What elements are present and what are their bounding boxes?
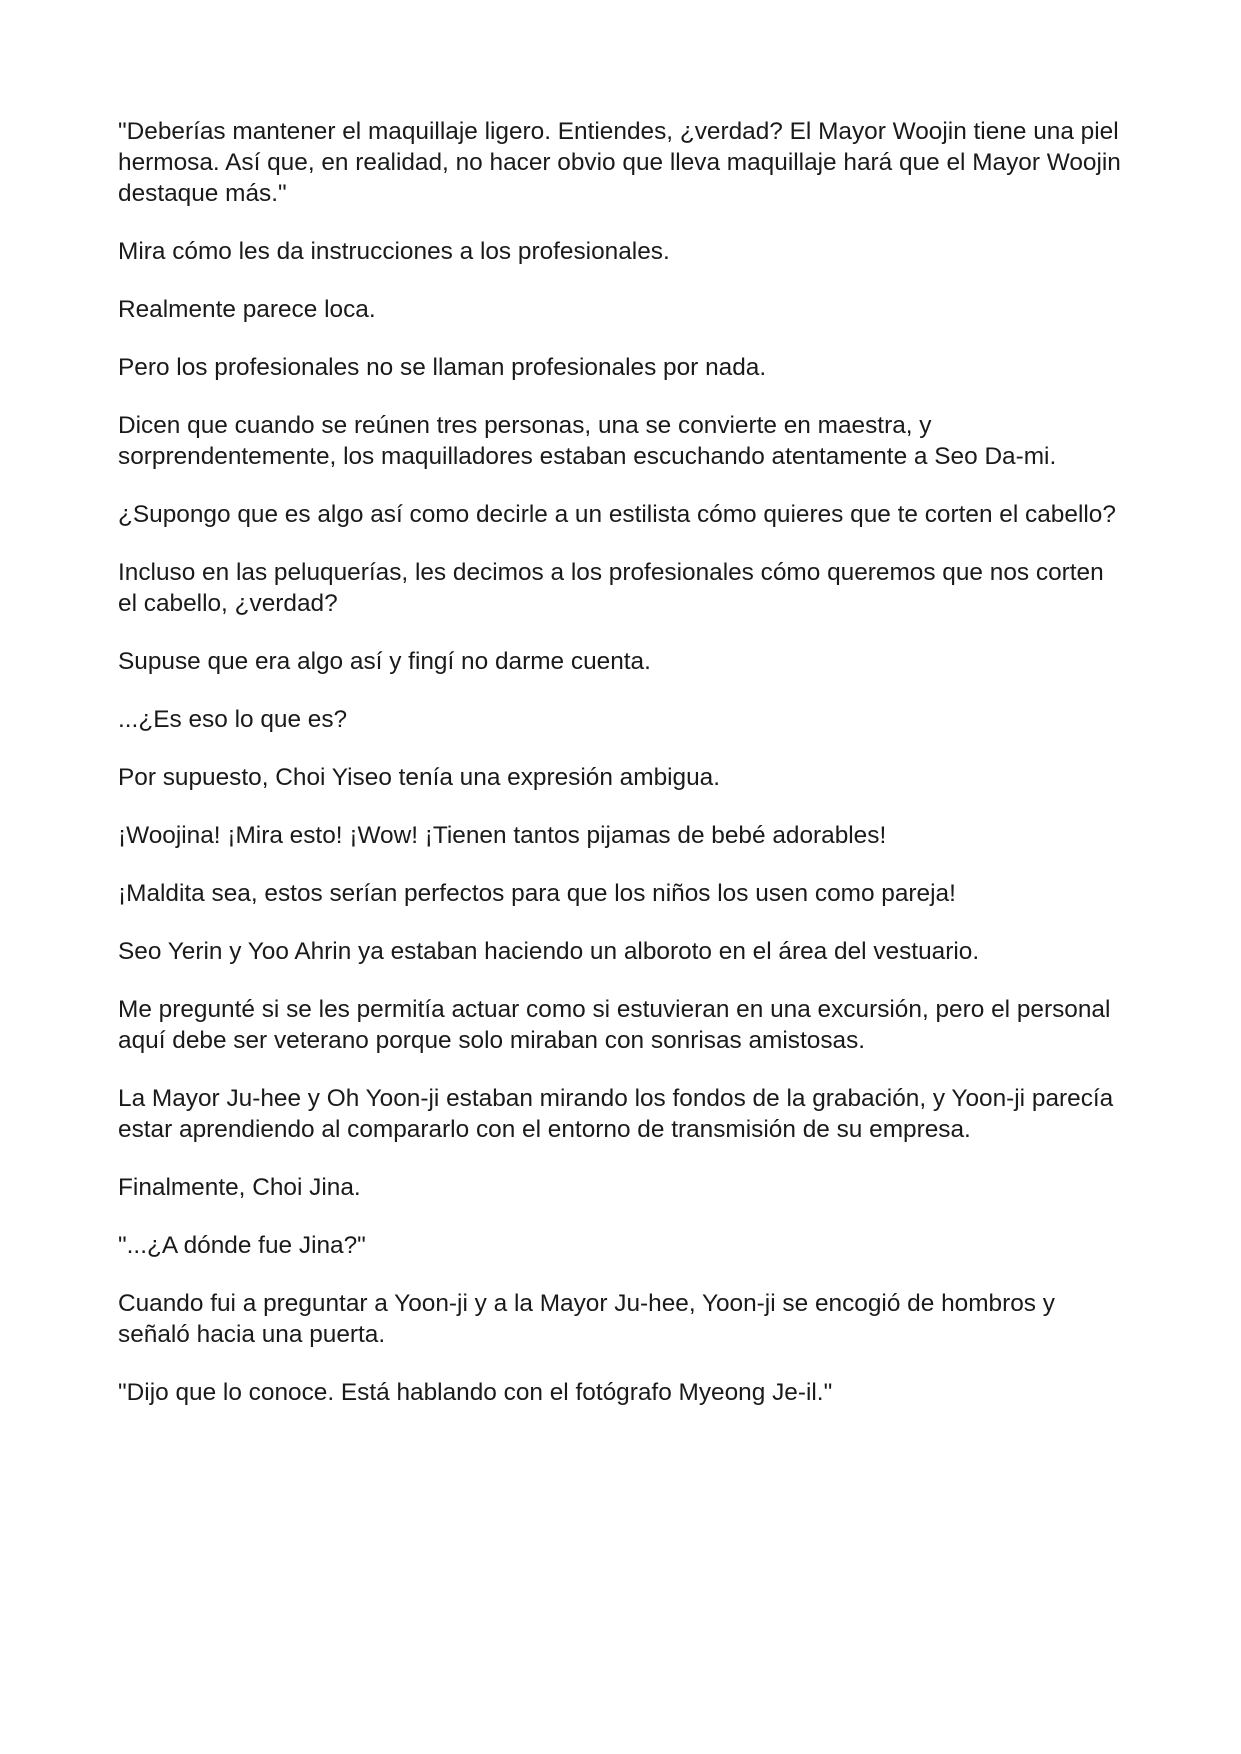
- paragraph-7: Incluso en las peluquerías, les decimos a los profesionales cómo queremos que nos corten el cabello, ¿verdad?: [118, 559, 1104, 617]
- paragraph-1: "Deberías mantener el maquillaje ligero. Entiendes, ¿verdad? El Mayor Woojin tiene una piel hermosa. Así que, en realidad, no hacer obvio que lleva maquillaje hará que el Mayor Woojin destaque más.": [118, 118, 1121, 207]
- paragraph-12: ¡Maldita sea, estos serían perfectos para que los niños los usen como pareja!: [118, 880, 956, 907]
- paragraph-5: Dicen que cuando se reúnen tres personas, una se convierte en maestra, y sorprendentemente, los maquilladores estaban escuchando atentamente a Seo Da-mi.: [118, 412, 1057, 470]
- paragraph-2: Mira cómo les da instrucciones a los profesionales.: [118, 238, 670, 265]
- paragraph-4: Pero los profesionales no se llaman profesionales por nada.: [118, 354, 767, 381]
- paragraph-18: Cuando fui a preguntar a Yoon-ji y a la Mayor Ju-hee, Yoon-ji se encogió de hombros y señaló hacia una puerta.: [118, 1290, 1055, 1348]
- paragraph-9: ...¿Es eso lo que es?: [118, 706, 348, 733]
- paragraph-8: Supuse que era algo así y fingí no darme cuenta.: [118, 648, 651, 675]
- paragraph-13: Seo Yerin y Yoo Ahrin ya estaban haciendo un alboroto en el área del vestuario.: [118, 938, 980, 965]
- paragraph-19: "Dijo que lo conoce. Está hablando con el fotógrafo Myeong Je-il.": [118, 1379, 833, 1406]
- paragraph-14: Me pregunté si se les permitía actuar como si estuvieran en una excursión, pero el personal aquí debe ser veterano porque solo miraban con sonrisas amistosas.: [118, 996, 1111, 1054]
- paragraph-11: ¡Woojina! ¡Mira esto! ¡Wow! ¡Tienen tantos pijamas de bebé adorables!: [118, 822, 887, 849]
- paragraph-17: "...¿A dónde fue Jina?": [118, 1232, 366, 1259]
- paragraph-10: Por supuesto, Choi Yiseo tenía una expresión ambigua.: [118, 764, 721, 791]
- paragraph-15: La Mayor Ju-hee y Oh Yoon-ji estaban mirando los fondos de la grabación, y Yoon-ji parecía estar aprendiendo al compararlo con el entorno de transmisión de su empresa.: [118, 1085, 1114, 1143]
- paragraph-6: ¿Supongo que es algo así como decirle a un estilista cómo quieres que te corten el cabello?: [118, 501, 1116, 528]
- paragraph-3: Realmente parece loca.: [118, 296, 376, 323]
- paragraph-16: Finalmente, Choi Jina.: [118, 1174, 361, 1201]
